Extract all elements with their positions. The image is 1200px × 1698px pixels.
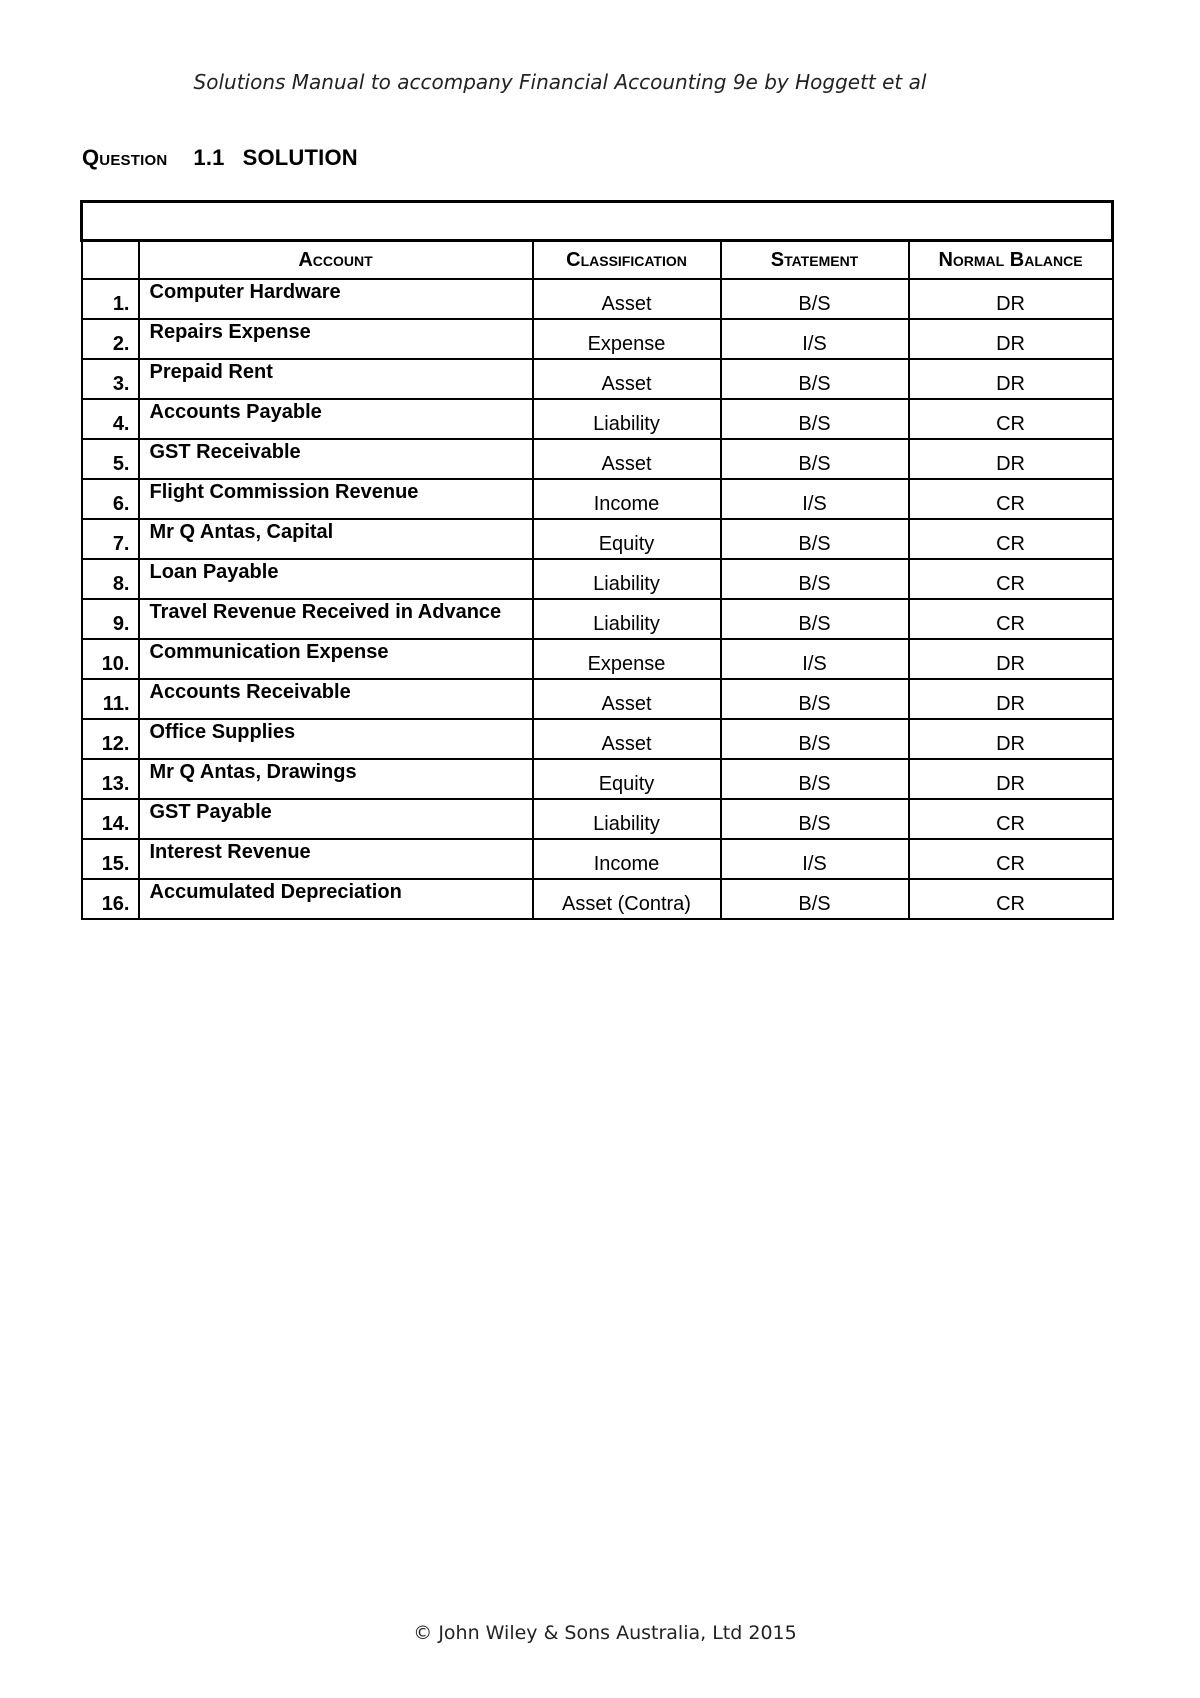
classification-cell: Liability	[533, 559, 721, 599]
classification-cell: Equity	[533, 759, 721, 799]
account-name: Mr Q Antas, Capital	[139, 519, 533, 559]
account-name: Office Supplies	[139, 719, 533, 759]
header-account: Account	[139, 241, 533, 280]
table-row	[82, 319, 1113, 359]
classification-cell: Liability	[533, 599, 721, 639]
statement-cell: B/S	[721, 719, 909, 759]
classification-cell: Asset (Contra)	[533, 879, 721, 919]
normal-balance-cell: DR	[909, 679, 1113, 719]
row-number: 5.	[82, 439, 139, 479]
header-normal-balance: Normal Balance	[909, 241, 1113, 280]
table-row	[82, 599, 1113, 639]
table-row	[82, 559, 1113, 599]
account-name: Loan Payable	[139, 559, 533, 599]
normal-balance-cell: CR	[909, 839, 1113, 879]
statement-cell: B/S	[721, 359, 909, 399]
table-row	[82, 639, 1113, 679]
row-number: 6.	[82, 479, 139, 519]
row-number: 11.	[82, 679, 139, 719]
account-name: Travel Revenue Received in Advance	[139, 599, 533, 639]
account-name: Mr Q Antas, Drawings	[139, 759, 533, 799]
classification-cell: Liability	[533, 399, 721, 439]
classification-cell: Asset	[533, 279, 721, 319]
table-row	[82, 679, 1113, 719]
statement-cell: B/S	[721, 799, 909, 839]
classification-cell: Asset	[533, 719, 721, 759]
normal-balance-cell: DR	[909, 319, 1113, 359]
account-name: Repairs Expense	[139, 319, 533, 359]
statement-cell: B/S	[721, 399, 909, 439]
statement-cell: B/S	[721, 679, 909, 719]
header-statement: Statement	[721, 241, 909, 280]
table-row	[82, 799, 1113, 839]
question-label: Question	[82, 145, 168, 170]
account-name: Computer Hardware	[139, 279, 533, 319]
row-number: 1.	[82, 279, 139, 319]
statement-cell: I/S	[721, 639, 909, 679]
normal-balance-cell: DR	[909, 639, 1113, 679]
classification-cell: Asset	[533, 679, 721, 719]
row-number: 15.	[82, 839, 139, 879]
account-name: GST Payable	[139, 799, 533, 839]
table-row	[82, 759, 1113, 799]
account-name: Interest Revenue	[139, 839, 533, 879]
row-number: 13.	[82, 759, 139, 799]
statement-cell: B/S	[721, 519, 909, 559]
classification-cell: Equity	[533, 519, 721, 559]
row-number: 3.	[82, 359, 139, 399]
accounts-classification-table	[80, 200, 1114, 920]
normal-balance-cell: CR	[909, 879, 1113, 919]
row-number: 10.	[82, 639, 139, 679]
table-row	[82, 519, 1113, 559]
classification-cell: Income	[533, 839, 721, 879]
normal-balance-cell: DR	[909, 439, 1113, 479]
solution-label: SOLUTION	[242, 145, 358, 170]
table-row	[82, 399, 1113, 439]
table-header-row	[82, 241, 1113, 280]
normal-balance-cell: DR	[909, 359, 1113, 399]
account-name: Prepaid Rent	[139, 359, 533, 399]
statement-cell: I/S	[721, 319, 909, 359]
header-number	[82, 241, 139, 280]
page-footer: © John Wiley & Sons Australia, Ltd 2015	[413, 1622, 797, 1644]
table-row	[82, 359, 1113, 399]
classification-cell: Expense	[533, 639, 721, 679]
question-title	[82, 145, 358, 171]
normal-balance-cell: CR	[909, 799, 1113, 839]
account-name: Communication Expense	[139, 639, 533, 679]
normal-balance-cell: CR	[909, 399, 1113, 439]
normal-balance-cell: DR	[909, 719, 1113, 759]
account-name: Flight Commission Revenue	[139, 479, 533, 519]
statement-cell: B/S	[721, 439, 909, 479]
classification-cell: Expense	[533, 319, 721, 359]
normal-balance-cell: CR	[909, 559, 1113, 599]
table-row	[82, 279, 1113, 319]
table-row	[82, 879, 1113, 919]
table-caption	[82, 202, 1113, 241]
classification-cell: Income	[533, 479, 721, 519]
account-name: Accounts Receivable	[139, 679, 533, 719]
question-number: 1.1	[193, 145, 225, 170]
normal-balance-cell: CR	[909, 599, 1113, 639]
page-header: Solutions Manual to accompany Financial Accounting 9e by Hoggett et al	[193, 70, 927, 94]
account-name: Accumulated Depreciation	[139, 879, 533, 919]
table-body	[82, 279, 1113, 919]
row-number: 12.	[82, 719, 139, 759]
row-number: 9.	[82, 599, 139, 639]
statement-cell: B/S	[721, 879, 909, 919]
account-name: GST Receivable	[139, 439, 533, 479]
statement-cell: I/S	[721, 839, 909, 879]
table-row	[82, 719, 1113, 759]
statement-cell: B/S	[721, 559, 909, 599]
statement-cell: I/S	[721, 479, 909, 519]
normal-balance-cell: CR	[909, 519, 1113, 559]
statement-cell: B/S	[721, 759, 909, 799]
classification-cell: Asset	[533, 439, 721, 479]
normal-balance-cell: DR	[909, 279, 1113, 319]
statement-cell: B/S	[721, 279, 909, 319]
statement-cell: B/S	[721, 599, 909, 639]
row-number: 2.	[82, 319, 139, 359]
row-number: 16.	[82, 879, 139, 919]
row-number: 7.	[82, 519, 139, 559]
classification-cell: Liability	[533, 799, 721, 839]
table-row	[82, 839, 1113, 879]
classification-cell: Asset	[533, 359, 721, 399]
table-row	[82, 479, 1113, 519]
normal-balance-cell: CR	[909, 479, 1113, 519]
header-classification: Classification	[533, 241, 721, 280]
account-name: Accounts Payable	[139, 399, 533, 439]
row-number: 4.	[82, 399, 139, 439]
table-row	[82, 439, 1113, 479]
table-caption-row	[82, 202, 1113, 241]
row-number: 14.	[82, 799, 139, 839]
row-number: 8.	[82, 559, 139, 599]
normal-balance-cell: DR	[909, 759, 1113, 799]
